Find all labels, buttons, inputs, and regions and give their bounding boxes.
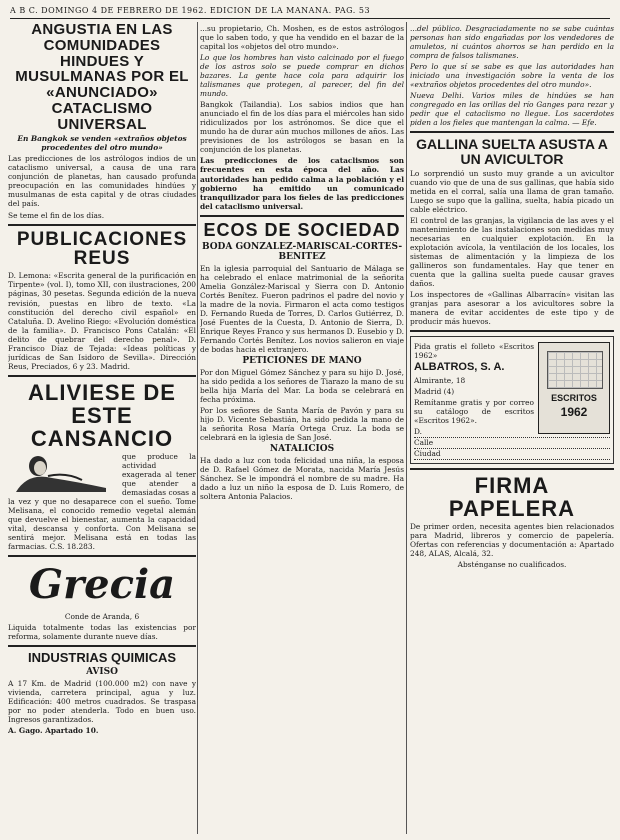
grecia-address: Conde de Aranda, 6: [64, 612, 140, 622]
divider: [410, 330, 614, 332]
quimicas-subhead: AVISO: [86, 667, 118, 678]
reus-body: D. Lemona: «Escrita general de la purificación en Tirpente» (vol. I), tomo XII, con ilustraciones, 200 páginas, 30 pesetas. Segunda edición de la nueva revisión, puestas en libro de texto. «La constitución del derecho civil español» en Cataluña. D. Avelino Riego: «Evolución doméstica de la familia». D. Francisco Pons Catalán: «El delito de quebrar del derecho penal». D. Francisco Díaz de Tejada: «Ideas políticas y jurídicas de San Isidoro de Sevilla». Dirección Reus, Preciados, 6 y 23. Madrid.: [8, 271, 196, 371]
gallina-body-1: Lo sorprendió un susto muy grande a un avicultor cuando vio que de una de sus gallinas, que había sido metida en el corral, salía una llama de gran tamaño. Luego se supo que la gallina, suelta, había picado un cable eléctrico.: [410, 168, 614, 214]
divider: [8, 375, 196, 377]
column-rule-right: [406, 22, 407, 834]
albatros-address-1: Almirante, 18: [414, 375, 466, 385]
albatros-ad: [410, 336, 614, 464]
divider: [8, 224, 196, 226]
boda-body: En la iglesia parroquial del Santuario de Málaga se ha celebrado el enlace matrimonial de la señorita Amelia González-Mariscal y Sierra con D. Antonio Cortés Benítez. Fueron padrinos el padre del novio y la madre de la novia. Firmaron el acta como testigos D. Fernando Rueda de Torres, D. Carlos Gutiérrez, D. José Fuentes de la Cuesta, D. Antonio de Sierra, D. Enrique Reyes Franco y sus hermanos D. Eusebio y D. Fernando Cortés Benítez. Los novios salieron en viaje de bodas hacia el extranjero.: [200, 263, 404, 354]
albatros-company: ALBATROS, S. A.: [414, 361, 505, 374]
angustia-headline: ANGUSTIA EN LAS COMUNIDADES HINDUES Y MUSULMANAS POR EL «ANUNCIADO» CATACLISMO UNIVERSAL: [15, 22, 189, 133]
woman-illustration: [8, 452, 118, 492]
papeleria-body: De primer orden, necesita agentes bien relacionados para Madrid, libreros y comercio de papelería. Ofertas con referencias y documentación a: Apartado 248, ALAS, Alcalá, 32.: [410, 522, 614, 559]
papeleria-headline: FIRMA PAPELERA: [448, 473, 576, 522]
gallina-headline: GALLINA SUELTA ASUSTA A UN AVICULTOR: [416, 136, 608, 168]
predicciones-body-2: Lo que los hombres han visto calcinado por el fuego de los astros solo se puede comprar en dichos bazares. La gente hace cola para adquirir los talismanes que protegen, al parecer, del fin del mundo.: [200, 53, 404, 99]
quimicas-contact: A. Gago. Apartado 10.: [8, 726, 99, 736]
alivie-headline: ALIVIESE DE ESTE CANSANCIO: [28, 379, 176, 451]
predicciones-body-3: Bangkok (Tailandia). Los sabios indios que han anunciado el fin de los días para el miércoles han sido ridiculizados por los astrónomos. Se dice que el mundo ha de durar aún muchos millones de años. Las previsiones de los astrólogos se basan en la conjunción de los planetas.: [200, 100, 404, 155]
gallina-body-2: El control de las granjas, la vigilancia de las aves y el mantenimiento de las instalaciones son medidas muy necesarias en cualquier explotación. En la explotación avícola, la ventilación de los locales, los sistemas de alimentación y la limpieza de los gallineros son fundamentales. Hay que tener en cuenta que la gallina suelta puede causar graves daños.: [410, 215, 614, 289]
albatros-request: Pida gratis el folleto «Escritos 1962»: [414, 342, 534, 361]
divider: [8, 555, 196, 557]
quimicas-body: A 17 Km. de Madrid (100.000 m2) con nave y vivienda, carretera principal, agua y luz. Edificación: 400 metros cuadrados. Se traspasa por no poder atenderla. Todo en buen uso. Ingresos garantizados.: [8, 679, 196, 725]
ecos-headline: ECOS DE SOCIEDAD: [203, 219, 401, 240]
calendar-grid: [547, 351, 603, 389]
angustia-body-2: Se teme el fin de los días.: [8, 210, 105, 220]
column-rule-left: [197, 22, 198, 834]
top-body-2: Pero lo que sí se sabe es que las autoridades han iniciado una investigación sobre la venta de los «extraños objetos procedentes del otro mundo».: [410, 62, 614, 90]
natalicios-title: NATALICIOS: [269, 444, 335, 455]
coupon-name-line[interactable]: D.: [414, 427, 610, 438]
gallina-body-3: Los inspectores de «Gallinas Albarracín» visitan las granjas para asesorar a los avicultores sobre la manera de evitar accidentes de este tipo y de producir más huevos.: [410, 290, 614, 327]
grecia-body: Liquida totalmente todas las existencias por reforma, solamente durante nueve días.: [8, 623, 196, 642]
peticiones-title: PETICIONES DE MANO: [242, 355, 362, 366]
calendar-illustration: [538, 342, 610, 434]
angustia-subhead: En Bangkok se venden «extraños objetos procedentes del otro mundo»: [17, 134, 187, 153]
column-right: [410, 22, 614, 571]
divider: [200, 215, 404, 217]
coupon-city-line[interactable]: Ciudad: [414, 449, 610, 460]
angustia-body: Las predicciones de los astrólogos indios de un cataclismo universal, a causa de una rara conjunción de planetas, han causado profunda preocupación en las comunidades hindúes y musulmanas de esta capital y de otras ciudades del país.: [8, 154, 196, 209]
alivie-body: que produce la actividad exagerada al tener que atender a demasiadas cosas a la vez y que no desaparece con el sueño. Tome Melisana, el conocido remedio vegetal alemán que devuelve el bienestar, aumenta la capacidad vital, descansa y conforta. Con Melisana se sentirá mejor. Melisana está en todas las farmacias. C.S. 18.283.: [8, 452, 196, 552]
predicciones-body-4: Las predicciones de los cataclismos son frecuentes en esta época del año. Las autoridades han pedido calma a la población y el gobierno ha emitido un comunicado tranquilizador para los fieles de las predicciones del cataclismo universal.: [200, 156, 404, 211]
column-center: [200, 22, 404, 503]
grecia-logo: Grecia: [28, 561, 176, 609]
boda-title: BODA GONZALEZ-MARISCAL-CORTES-BENITEZ: [201, 241, 403, 262]
top-body-3: Nueva Delhi. Varios miles de hindúes se han congregado en las orillas del río Ganges para rezar y pedir que el cataclismo no llegue. Los sacerdotes piden a los fieles que mantengan la calma. — Efe.: [410, 91, 614, 128]
coupon-street-line[interactable]: Calle: [414, 438, 610, 449]
albatros-body: Remítanme gratis y por correo su catálogo de escritos «Escritos 1962».: [414, 397, 534, 425]
peticiones-body: Por don Miguel Gómez Sánchez y para su hijo D. José, ha sido pedida a los señores de Tiarazo la mano de su bella hija María del Mar. La boda se celebrará en fecha próxima.: [200, 367, 404, 404]
calendar-year: 1962: [560, 405, 588, 420]
divider: [8, 645, 196, 647]
albatros-address-2: Madrid (4): [414, 386, 455, 396]
page-header: A B C. DOMINGO 4 DE FEBRERO DE 1962. EDICION DE LA MAÑANA. PAG. 53: [10, 6, 610, 19]
peticiones-body-2: Por los señores de Santa María de Pavón y para su hijo D. Vicente Sebastián, ha sido pedida la mano de la señorita Rosa María Ortega Cruz. La boda se celebrará en la iglesia de San José.: [200, 405, 404, 443]
tired-woman-figure: [8, 452, 118, 492]
quimicas-headline: INDUSTRIAS QUIMICAS: [27, 650, 177, 666]
natalicios-body: Ha dado a luz con toda felicidad una niña, la esposa de D. Rafael Gómez de Morata, nacida María Jesús Sánchez. Se le impondrá el nombre de su madre. Ha dado a luz un niño la esposa de D. Luis Romero, de soltera Antonia Palacios.: [200, 456, 404, 502]
reus-headline: PUBLICACIONES REUS: [16, 228, 188, 270]
top-body-1: ...del público. Desgraciadamente no se sabe cuántas personas han sido engañadas por los vendedores de amuletos, ni cuántos ahorros se han perdido en la compra de falsos talismanes.: [410, 24, 614, 61]
divider: [410, 131, 614, 133]
papeleria-footer: Absténganse no cualificados.: [457, 560, 567, 570]
calendar-label: ESCRITOS: [551, 393, 597, 404]
divider: [410, 468, 614, 470]
predicciones-body-1: ...su propietario, Ch. Moshen, es de estos astrólogos que lo saben todo, y que ha vendido en el bazar de la capital los «objetos del otro mundo».: [200, 24, 404, 52]
column-left: [8, 22, 196, 737]
